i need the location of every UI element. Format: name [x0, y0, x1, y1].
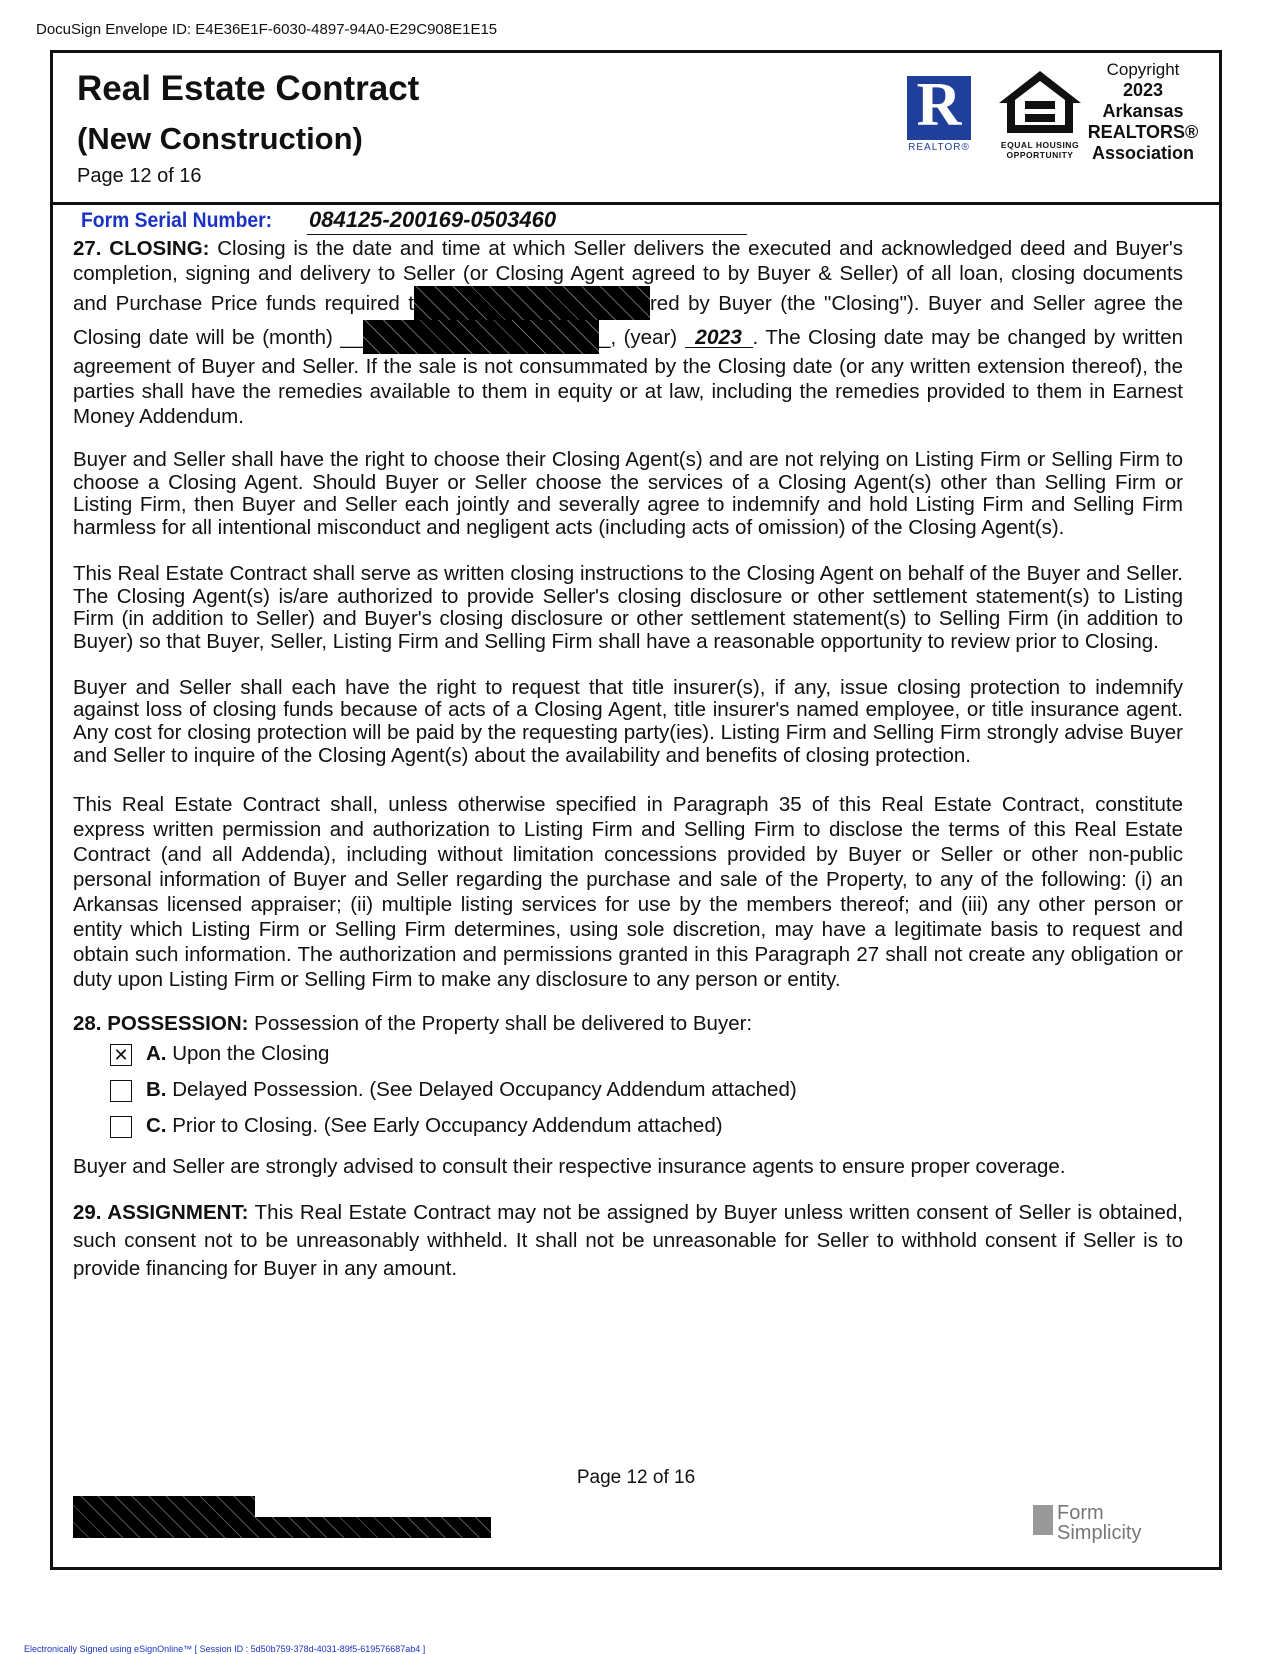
realtor-r-icon: R [907, 76, 971, 140]
copyright-label: Copyright [1106, 60, 1180, 79]
possession-a-checkbox[interactable]: ✕ [110, 1044, 132, 1066]
form-header [53, 53, 1219, 205]
possession-heading: 28. POSSESSION: [73, 1012, 249, 1036]
closing-paragraph [73, 236, 1183, 429]
possession-intro: Possession of the Property shall be delivered to Buyer: [248, 1012, 753, 1036]
closing-instructions-paragraph: This Real Estate Contract shall serve as written closing instructions to the Closing Agent on behalf of the Buyer and Seller. The Closing Agent(s) is/are authorized to provide Seller's closing disclosure or other settlement statement(s) to Listing Firm (in addition to Seller) and Buyer's closing disclosure or other settlement statement(s) to Selling Firm (in addition to Buyer) so that Buyer, Seller, Listing Firm and Selling Firm shall have a reasonable opportunity to review prior to Closing. [73, 561, 1183, 653]
form-subtitle: (New Construction) [77, 121, 363, 156]
document-frame [50, 50, 1222, 1570]
copyright-org-line2: REALTORS® [1087, 122, 1199, 142]
assignment-heading: 29. ASSIGNMENT: [73, 1201, 249, 1225]
document-icon [1033, 1505, 1053, 1535]
footer-page-number: Page 12 of 16 [576, 1467, 696, 1488]
option-text: Prior to Closing. (See Early Occupancy Addendum attached) [166, 1114, 723, 1138]
header-page-number: Page 12 of 16 [77, 165, 202, 187]
closing-heading: 27. CLOSING: [73, 237, 210, 260]
form-title: Real Estate Contract [77, 69, 420, 108]
equal-housing-house-icon [995, 67, 1085, 135]
disclosure-permission-paragraph: This Real Estate Contract shall, unless otherwise specified in Paragraph 35 of this Real Estate Contract, constitute express written permission and authorization to Listing Firm and Selling Firm to disclose the terms of this Real Estate Contract (and all Addenda), including without limitation concessions provided by Buyer or Seller or other non-public personal information of Buyer and Seller regarding the purchase and sale of the Property, to any of the following: (i) an Arkansas licensed appraiser; (ii) multiple listing services for use by the members thereof; and (iii) any other person or entity which Listing Firm or Selling Firm determines, using sole discretion, may have a legitimate basis to request and obtain such information. The authorization and permissions granted in this Paragraph 27 shall not create any obligation or duty upon Listing Firm or Selling Firm to make any disclosure to any person or entity. [73, 793, 1183, 992]
insurance-advice: Buyer and Seller are strongly advised to consult their respective insurance agents to ensure proper coverage. [73, 1155, 1066, 1179]
possession-option-a[interactable] [110, 1042, 1183, 1078]
form-serial [81, 207, 557, 233]
option-letter: C. [146, 1114, 167, 1138]
brand-line1: Form [1057, 1502, 1104, 1524]
serial-number: 084125-200169-0503460 [309, 207, 557, 232]
copyright-org-line1: Arkansas [1102, 101, 1184, 121]
equal-housing-label: EQUAL HOUSING OPPORTUNITY [1000, 140, 1080, 160]
envelope-id: DocuSign Envelope ID: E4E36E1F-6030-4897-94A0-E29C908E1E15 [36, 21, 498, 38]
option-letter: A. [146, 1042, 167, 1066]
realtor-logo-label: REALTOR® [908, 142, 970, 153]
possession-option-c[interactable] [110, 1114, 1183, 1150]
serial-label: Form Serial Number: [81, 209, 273, 232]
closing-agent-paragraph: Buyer and Seller shall have the right to choose their Closing Agent(s) and are not relying on Listing Firm or Selling Firm to choose a Closing Agent. Should Buyer or Seller choose the services of a Closing Agent(s) other than Selling Firm or Listing Firm, then Buyer and Seller each jointly and severally agree to indemnify and hold Listing Firm and Selling Firm harmless for all intentional misconduct and negligent acts (including acts of omission) of the Closing Agent(s). [73, 448, 1183, 540]
copyright-block [1087, 59, 1199, 164]
equal-housing-logo [995, 67, 1085, 160]
option-text: Delayed Possession. (See Delayed Occupancy Addendum attached) [166, 1078, 797, 1102]
possession-b-checkbox[interactable] [110, 1080, 132, 1102]
contract-body [73, 236, 1183, 1283]
option-text: Upon the Closing [166, 1042, 330, 1066]
serial-underline [307, 234, 747, 235]
assignment-paragraph [73, 1199, 1183, 1283]
redaction-block [414, 286, 650, 320]
copyright-org-line3: Association [1091, 143, 1195, 163]
closing-text-b: red by Buyer (the "Closing"). Buyer and Seller agree the Closing date will be (month) __ [73, 292, 1183, 349]
option-letter: B. [146, 1078, 167, 1102]
possession-paragraph [73, 1011, 1183, 1036]
assignment-text: This Real Estate Contract may not be assigned by Buyer unless written consent of Seller is obtained, such consent not to be unreasonably withheld. It shall not be unreasonable for Seller to withhold consent if Seller is to provide financing for Buyer in any amount. [73, 1201, 1183, 1281]
closing-year-field[interactable]: 2023 [685, 329, 753, 348]
possession-option-b[interactable] [110, 1078, 1183, 1114]
closing-protection-paragraph: Buyer and Seller shall each have the right to request that title insurer(s), if any, issue closing protection to indemnify against loss of closing funds because of acts of a Closing Agent, title insurer's named employee, or title insurance agent. Any cost for closing protection will be paid by the requesting party(ies). Listing Firm and Selling Firm strongly advise Buyer and Seller to inquire of the Closing Agent(s) about the availability and benefits of closing protection. [73, 675, 1183, 767]
possession-c-checkbox[interactable] [110, 1116, 132, 1138]
realtor-logo [905, 71, 973, 153]
closing-text-c: _, (year) [599, 326, 678, 349]
closing-text-d: . The Closing date may be changed by written agreement of Buyer and Seller. If the sale is not consummated by the Closing date (or any written extension thereof), the parties shall have the remedies available to them in equity or at law, including the remedies provided to them in Earnest Money Addendum. [73, 326, 1183, 428]
redaction-block [363, 320, 599, 354]
copyright-year: 2023 [1122, 80, 1164, 100]
esign-session-line: Electronically Signed using eSignOnline™ [ Session ID : 5d50b759-378d-4031-89f5-619576687ab4 ] [24, 1644, 426, 1654]
closing-text-a: Closing is the date and time at which Seller delivers the executed and acknowledged deed and Buyer's completion, signing and delivery to Seller (or Closing Agent agreed to by Buyer & Seller) of all loan, closing documents and Purchase Price funds required t [73, 237, 1183, 315]
brand-line2: Simplicity [1057, 1522, 1142, 1544]
